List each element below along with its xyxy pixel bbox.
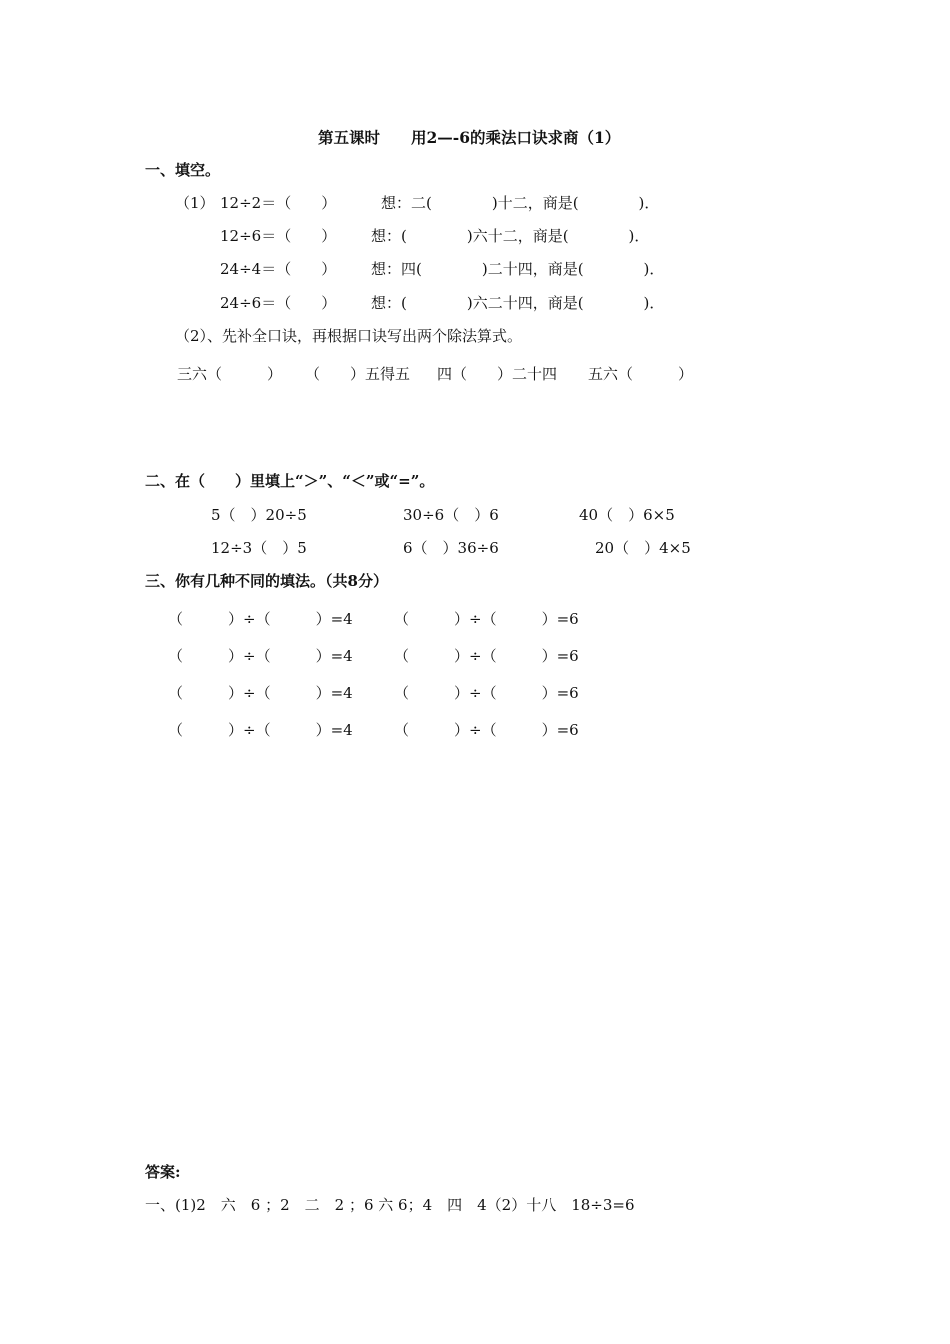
mnemonic-4: 五六（ ） — [588, 365, 694, 383]
division-fill-left: （ ）÷（ ）=4 — [168, 610, 353, 628]
answer-heading: 答案: — [145, 1163, 181, 1181]
equation-3: 24÷4＝（ ） — [220, 260, 337, 278]
compare-2: 30÷6（ ）6 — [403, 506, 499, 524]
equation-2: 12÷6＝（ ） — [220, 227, 337, 245]
division-fill-left: （ ）÷（ ）=4 — [168, 684, 353, 702]
equation-4: 24÷6＝（ ） — [220, 294, 337, 312]
division-fill-right: （ ）÷（ ）=6 — [394, 610, 579, 628]
part-2-instruction: （2）、先补全口诀，再根据口诀写出两个除法算式。 — [175, 327, 523, 345]
division-fill-right: （ ）÷（ ）=6 — [394, 684, 579, 702]
section-3-heading: 三、你有几种不同的填法。（共8分） — [145, 572, 388, 590]
think-1: 想：二( )十二，商是( )． — [381, 194, 660, 212]
compare-5: 6（ ）36÷6 — [403, 539, 499, 557]
division-fill-left: （ ）÷（ ）=4 — [168, 647, 353, 665]
mnemonic-1: 三六（ ） — [177, 365, 283, 383]
answer-line: 一、(1)2 六 6 ；2 二 2 ；6 六 6；4 四 4（2）十八 18÷3=6 — [145, 1196, 635, 1214]
compare-1: 5（ ）20÷5 — [211, 506, 307, 524]
section-2-heading: 二、在（ ）里填上“＞”、“＜”或“=”。 — [145, 472, 435, 490]
compare-6: 20（ ）4×5 — [595, 539, 691, 557]
part-1-label: （1） — [175, 194, 215, 212]
section-1-heading: 一、填空。 — [145, 161, 221, 179]
compare-3: 40（ ）6×5 — [579, 506, 675, 524]
compare-4: 12÷3（ ）5 — [211, 539, 307, 557]
division-fill-right: （ ）÷（ ）=6 — [394, 721, 579, 739]
think-3: 想：四( )二十四，商是( )． — [371, 260, 665, 278]
think-2: 想：( )六十二，商是( )． — [371, 227, 650, 245]
division-fill-right: （ ）÷（ ）=6 — [394, 647, 579, 665]
think-4: 想：( )六二十四，商是( )． — [371, 294, 665, 312]
equation-1: 12÷2＝（ ） — [220, 194, 337, 212]
mnemonic-3: 四（ ）二十四 — [437, 365, 558, 383]
worksheet-title: 第五课时 用2—-6的乘法口诀求商（1） — [318, 128, 621, 147]
division-fill-left: （ ）÷（ ）=4 — [168, 721, 353, 739]
mnemonic-2: （ ）五得五 — [305, 365, 411, 383]
